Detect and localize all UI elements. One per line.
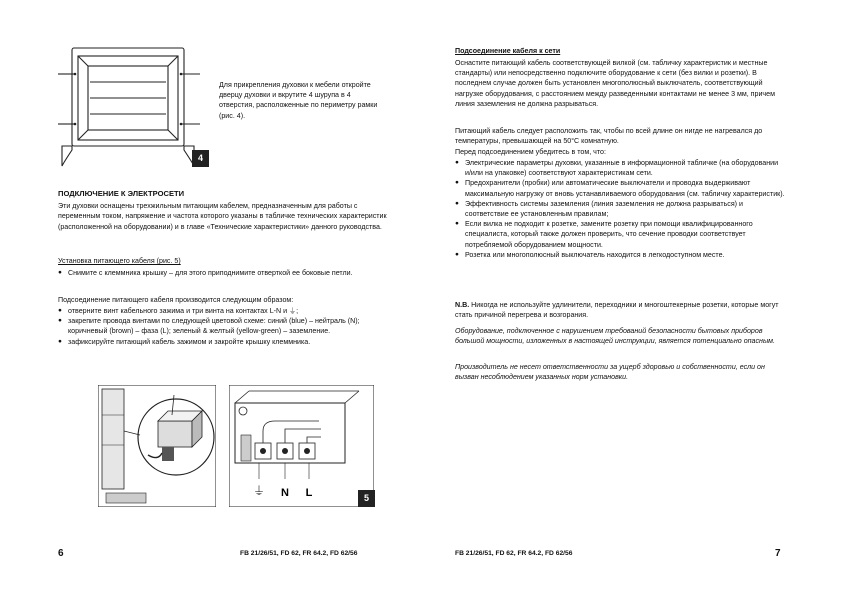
figure-4-number: 4 — [192, 150, 209, 167]
figure-5-terminal-detail — [98, 385, 216, 507]
figure-5-wiring-diagram — [229, 385, 374, 507]
warning-1: Оборудование, подключенное с нарушением требований безопасности бытовых приборов большой мощности, изложенных в настоящей инструкции, является потенциально опасным. — [455, 327, 776, 346]
install-title: Установка питающего кабеля (рис. 5) — [58, 257, 181, 265]
figure-4-oven-drawing — [58, 44, 208, 174]
left-page-number: 6 — [58, 548, 64, 559]
install-list — [58, 268, 390, 278]
figure-4-caption: Для прикрепления духовки к мебели откройте дверцу духовки и вкрутите 4 шурупа в 4 отверстия, расположенные по периметру рамки (рис. 4). — [219, 81, 378, 120]
list-item: ● отверните винт кабельного зажима и три винта на контактах L-N и ⏚; — [58, 306, 390, 316]
list-item: ● Снимите с клеммника крышку – для этого приподнимите отверткой ее боковые петли. — [58, 268, 390, 278]
list-item: ● Если вилка не подходит к розетке, замените розетку при помощи квалифицированного специалиста, который также должен проверить, что сечение проводки соответствует потребляемой оборудованием мощности. — [455, 219, 785, 250]
terminal-live-label: L — [305, 487, 313, 499]
right-page-number: 7 — [775, 548, 781, 559]
list-item: ● Розетка или многополюсный выключатель находится в легкодоступном месте. — [455, 250, 785, 260]
right-paragraph-1: Оснастите питающий кабель соответствующей вилкой (см. табличку характеристик и местные стандарты) или непосредственно подключите оборудование к сети (без вилки и розетки). В последнем случае должен быть установлен многополюсный выключатель, соответствующий нагрузке оборудования, с расстоянием между разведенными контактами не менее 3 мм, причем линия заземления не должна разрываться. — [455, 59, 775, 108]
right-heading: Подсоединение кабеля к сети — [455, 47, 561, 55]
right-paragraph-3: Перед подсоединением убедитесь в том, что: — [455, 148, 606, 156]
connect-list — [58, 306, 390, 347]
nb-text: Никогда не используйте удлинители, переходники и многоштекерные розетки, которые могут стать причиной перегрева и возгорания. — [455, 301, 779, 320]
left-footer: FB 21/26/51, FD 62, FR 64.2, FD 62/56 — [240, 550, 358, 557]
left-intro: Эти духовки оснащены трехжильным питающим кабелем, предназначенным для работы с переменным током, напряжение и частота которого указаны в табличке технических характеристик (расположенной на оборудовании) и в главе «Технические характеристики» данного руководства. — [58, 202, 387, 231]
list-item: ● зафиксируйте питающий кабель зажимом и закройте крышку клеммника. — [58, 337, 390, 347]
left-heading: ПОДКЛЮЧЕНИЕ К ЭЛЕКТРОСЕТИ — [58, 189, 185, 198]
list-item: ● закрепите провода винтами по следующей цветовой схеме: синий (blue) – нейтраль (N); коричневый (brown) – фаза (L); зеленый & желтый (yellow-green) – заземление. — [58, 316, 390, 336]
figure-5-number: 5 — [358, 490, 375, 507]
right-paragraph-2: Питающий кабель следует расположить так, чтобы по всей длине он нигде не нагревался до температуры, превышающей на 50°С комнатную. — [455, 127, 763, 146]
list-item: ● Эффективность системы заземления (линия заземления не должна разрываться) и соответствие ее установленным правилам; — [455, 199, 785, 219]
right-footer: FB 21/26/51, FD 62, FR 64.2, FD 62/56 — [455, 550, 573, 557]
warning-2: Производитель не несет ответственности за ущерб здоровью и собственности, если он вызван несоблюдением указанных норм установки. — [455, 363, 765, 382]
check-list — [455, 158, 785, 260]
terminal-earth-label: ⏚ — [252, 484, 266, 498]
list-item: ● Электрические параметры духовки, указанные в информационной табличке (на оборудовании и/или на упаковке) соответствуют характеристикам сети. — [455, 158, 785, 178]
nb-label: N.B. — [455, 301, 470, 309]
nb-note — [455, 300, 785, 320]
list-item: ● Предохранители (пробки) или автоматические выключатели и проводка выдерживают максимальную нагрузку от вновь устанавливаемого оборудования (см. табличку характеристик). — [455, 178, 785, 198]
connect-title: Подсоединение питающего кабеля производится следующим образом: — [58, 296, 294, 304]
terminal-neutral-label: N — [281, 487, 289, 499]
